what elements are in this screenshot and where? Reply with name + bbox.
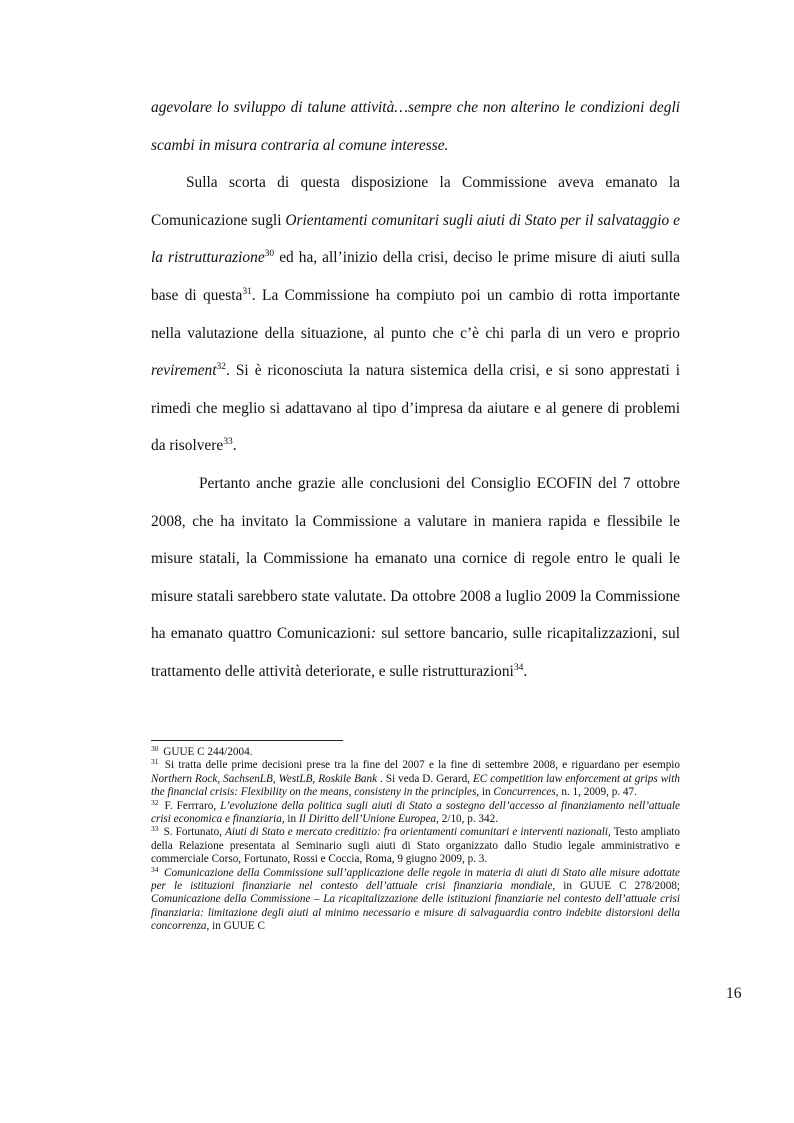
footnote-32 xyxy=(151,797,680,827)
text-run: in xyxy=(284,813,299,826)
italic-run: L’evoluzione della politica sugli aiuti di Stato a sostegno dell’accesso al finanziamento nell’attuale crisi economica e finanziaria, xyxy=(151,799,680,826)
footnote-31 xyxy=(151,759,680,799)
text-run: . xyxy=(232,437,237,455)
text-run: in xyxy=(479,786,494,799)
text-run: . xyxy=(523,662,528,680)
footnote-number: 31 xyxy=(151,757,159,767)
italic-colon: : xyxy=(370,625,377,643)
footnote-30 xyxy=(151,746,680,759)
text-run: sul settore bancario, sulle ricapitalizzazioni, sul trattamento delle attività deteriorate, e sulle ristrutturazioni xyxy=(151,625,680,680)
footnote-number: 34 xyxy=(151,864,159,874)
footnote-33 xyxy=(151,826,680,866)
footnote-ref-33[interactable]: 33 xyxy=(223,437,233,448)
italic-run: Comunicazione della Commissione – La ricapitalizzazione delle istituzioni finanziarie nel contesto dell’attuale crisi finanziaria: limitazione degli aiuti al minimo necessario e misure di salvaguardia contro indebite distorsioni della concorrenza xyxy=(151,893,680,933)
text-run: , n. 1, 2009, p. 47. xyxy=(555,786,637,799)
italic-run: Il Diritto dell’Unione Europea xyxy=(298,813,437,826)
italic-run: Concurrences xyxy=(493,786,556,799)
text-run: Pertanto anche grazie alle conclusioni del Consiglio ECOFIN del 7 ottobre 2008, che ha invitato la Commissione a valutare in maniera rapida e flessibile le misure statali, la Commissione ha emanato una cornice di regole entro le quali le misure statali sarebbero state valutate. Da ottobre 2008 a luglio 2009 la Commissione ha emanato quattro Comunicazioni xyxy=(151,474,680,643)
footnote-number: 30 xyxy=(151,744,159,753)
footnote-34 xyxy=(151,864,681,934)
text-run: Testo ampliato della Relazione presentata al Seminario sugli aiuti di Stato organizzato dallo Studio legale amministrativo e commerciale Corso, Fortunato, Rossi e Coccia, Roma, 9 giugno 2009, p. 3. xyxy=(151,826,680,866)
paragraph-commissione xyxy=(151,164,680,465)
text-run: . Si veda D. Gerard, xyxy=(377,772,473,785)
footnote-separator xyxy=(151,740,343,741)
text-run: Sulla scorta di questa disposizione la Commissione aveva emanato la Comunicazione sugli xyxy=(151,174,680,229)
text-run: GUUE C 244/2004. xyxy=(160,746,253,758)
footnote-ref-30[interactable]: 30 xyxy=(264,249,275,260)
paragraph-ecofin xyxy=(151,465,680,691)
italic-run: Aiuti di Stato e mercato creditizio: fra orientamenti comunitari e interventi nazionali, xyxy=(225,826,611,839)
footnote-ref-34[interactable]: 34 xyxy=(513,662,524,673)
italic-run: Comunicazione della Commissione sull’applicazione delle regole in materia di aiuti di Stato alle misure adottate per le istituzioni finanziarie nel contesto dell’attuale crisi finanziaria mondiale xyxy=(151,866,681,893)
quote-text: agevolare lo sviluppo di talune attività…sempre che non alterino le condizioni degli scambi in misura contraria al comune interesse. xyxy=(151,99,680,154)
paragraph-quote xyxy=(151,89,680,164)
body-text xyxy=(151,89,680,691)
text-run: , in GUUE C 278/2008; xyxy=(552,880,681,893)
text-run: ed ha, all’inizio della crisi, deciso le prime misure di aiuti sulla base di questa xyxy=(151,249,680,304)
footnotes xyxy=(151,746,680,934)
italic-term: revirement xyxy=(151,362,217,380)
page-number: 16 xyxy=(726,985,742,1002)
footnote-ref-32[interactable]: 32 xyxy=(216,362,227,373)
text-run: . La Commissione ha compiuto poi un cambio di rotta importante nella valutazione della situazione, al punto che c’è chi parla di un vero e proprio xyxy=(151,286,680,342)
text-run: , 2/10, p. 342. xyxy=(436,813,498,826)
footnote-ref-31[interactable]: 31 xyxy=(242,286,252,297)
text-run: S. Fortunato, xyxy=(160,826,226,839)
footnote-number: 32 xyxy=(151,797,159,807)
italic-run: Northern Rock, SachsenLB, WestLB, Roskile Bank xyxy=(151,772,378,785)
text-run: Si tratta delle prime decisioni prese tra la fine del 2007 e la fine di settembre 2008, e riguardano per esempio xyxy=(160,759,680,772)
footnote-number: 33 xyxy=(151,824,159,834)
text-run: . Si è riconosciuta la natura sistemica della crisi, e si sono apprestati i rimedi che meglio si adattavano al tipo d’impresa da aiutare e al genere di problemi da risolvere xyxy=(151,362,680,455)
italic-title: Orientamenti comunitari sugli aiuti di Stato per il salvataggio e la ristrutturazione xyxy=(151,211,681,267)
text-run: F. Ferrraro, xyxy=(160,799,221,812)
italic-run: EC competition law enforcement at grips with the financial crisis: Flexibility on the means, consisteny in the principles, xyxy=(151,772,680,799)
text-run: , in GUUE C xyxy=(206,920,265,933)
